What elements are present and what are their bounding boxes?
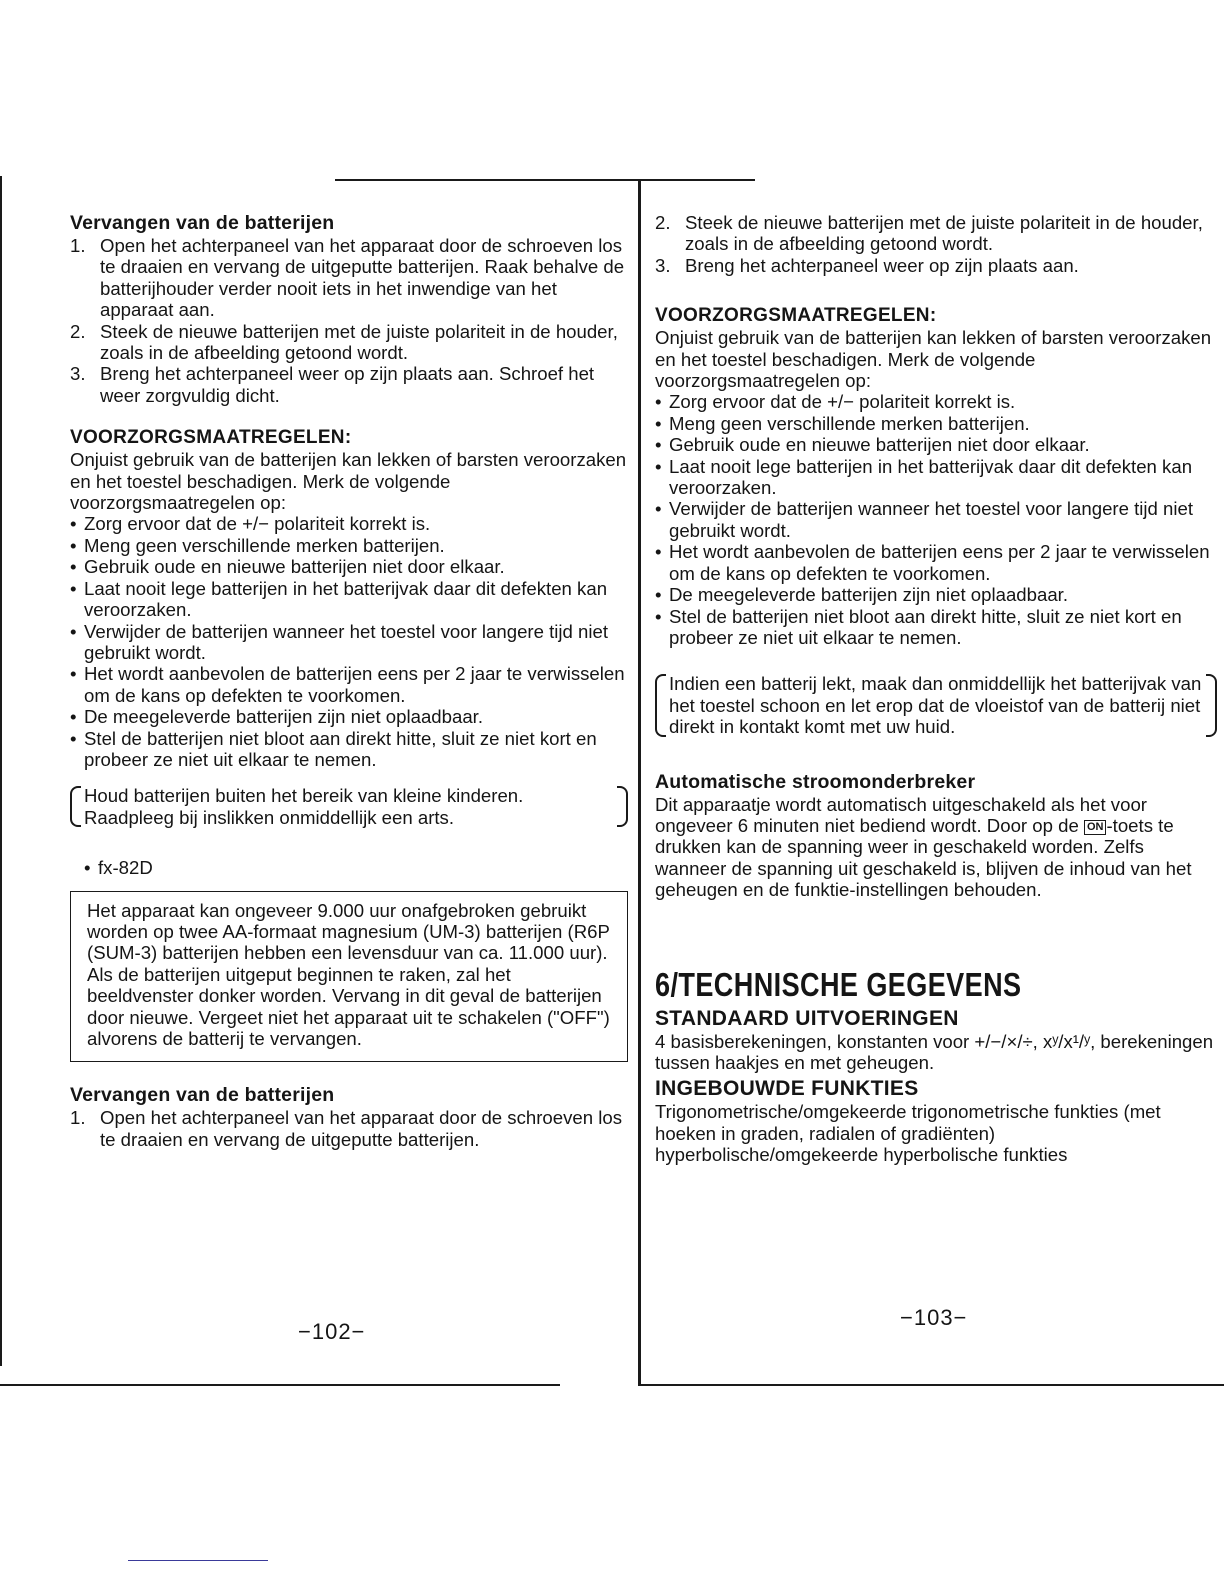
standard-features-text: 4 basisberekeningen, konstanten voor +/−/×/÷, xʸ/x¹/ʸ, berekeningen tussen haakjes en met geheugen. — [655, 1030, 1214, 1073]
standard-features-heading: STANDAARD UITVOERINGEN — [655, 1006, 959, 1030]
bottom-rule-left — [0, 1384, 560, 1386]
precautions-heading: VOORZORGSMAATREGELEN: — [70, 427, 352, 449]
precaution-item: • Gebruik oude en nieuwe batterijen niet door elkaar. — [655, 434, 1217, 455]
replace-step-3: 3. Breng het achterpaneel weer op zijn plaats aan. Schroef het weer zorgvuldig dicht. — [70, 363, 595, 406]
precaution-item: • Verwijder de batterijen wanneer het toestel voor langere tijd niet gebruikt wordt. — [70, 621, 628, 664]
page-number-right: −103− — [900, 1305, 968, 1330]
precaution-item: • Meng geen verschillende merken batterijen. — [70, 535, 628, 556]
replace-batteries-heading-2: Vervangen van de batterijen — [70, 1084, 335, 1107]
precaution-item: • Laat nooit lege batterijen in het batterijvak daar dit defekten kan veroorzaken. — [70, 578, 628, 621]
precaution-item: • Stel de batterijen niet bloot aan direkt hitte, sluit ze niet kort en probeer ze niet uit elkaar te nemen. — [70, 728, 628, 771]
replace-step-1: 1. Open het achterpaneel van het apparaat door de schroeven los te draaien en vervang de uitgeputte batterijen. Raak behalve de batterijhouder verder nooit iets in het inwendige van het apparaat aan. — [70, 235, 625, 321]
replace-step-2: 2. Steek de nieuwe batterijen met de juiste polariteit in de houder, zoals in de afbeelding getoond wordt. — [70, 320, 618, 364]
bottom-rule-right — [640, 1384, 1224, 1386]
precautions-heading-right: VOORZORGSMAATREGELEN: — [655, 305, 937, 327]
footer-underline — [128, 1560, 268, 1561]
section-title: 6/TECHNISCHE GEGEVENS — [655, 965, 1022, 1003]
leak-warning-note: Indien een batterij lekt, maak dan onmiddellijk het batterijvak van het toestel schoon en let erop dat de vloeistof van de batterij niet direkt in kontakt komt met uw huid. — [655, 672, 1217, 738]
model-battery-box: Het apparaat kan ongeveer 9.000 uur onafgebroken gebruikt worden op twee AA-formaat magnesium (UM-3) batterijen (R6P (SUM-3) batterijen hebben een levensduur van ca. 11.000 uur). Als de batterijen uitgeput beginnen te raken, zal het beeldvenster donker worden. Vervang in dit geval de batterijen door nieuwe. Vergeet niet het apparaat uit te schakelen ("OFF") alvorens de batterij te vervangen. — [70, 891, 628, 1063]
precaution-item: • Het wordt aanbevolen de batterijen eens per 2 jaar te verwisselen om de kans op defekten te voorkomen. — [70, 663, 628, 706]
right-page — [655, 212, 1217, 1166]
page-number-left: −102− — [298, 1319, 366, 1344]
replace-steps — [70, 235, 628, 406]
precaution-item: • De meegeleverde batterijen zijn niet oplaadbaar. — [655, 584, 1217, 605]
top-rule — [335, 179, 755, 181]
precaution-item: • Verwijder de batterijen wanneer het toestel voor langere tijd niet gebruikt wordt. — [655, 498, 1217, 541]
builtin-functions-heading: INGEBOUWDE FUNKTIES — [655, 1077, 919, 1101]
precaution-item: • Zorg ervoor dat de +/− polariteit korrekt is. — [70, 513, 628, 534]
precaution-item: • Meng geen verschillende merken batterijen. — [655, 413, 1217, 434]
right-step-3: 3. Breng het achterpaneel weer op zijn plaats aan. — [655, 254, 1079, 276]
on-key-icon: ON — [1084, 820, 1107, 835]
precautions-intro-right: Onjuist gebruik van de batterijen kan lekken of barsten veroorzaken en het toestel beschadigen. Merk de volgende voorzorgsmaatregelen op: — [655, 327, 1212, 392]
right-step-2: 2. Steek de nieuwe batterijen met de juiste polariteit in de houder, zoals in de afbeelding getoond wordt. — [655, 212, 1203, 255]
replace2-steps — [70, 1107, 628, 1150]
auto-power-off-text: Dit apparaatje wordt automatisch uitgeschakeld als het voor ongeveer 6 minuten niet bediend wordt. Door op de ON -toets te drukken kan de spanning weer in geschakeld worden. Zelfs wanneer de spanning uit geschakeld is, blijven de inhoud van het geheugen en de funktie-instellingen behouden. — [655, 793, 1192, 901]
precaution-item: • Zorg ervoor dat de +/− polariteit korrekt is. — [655, 391, 1217, 412]
precautions-list — [70, 513, 628, 770]
left-margin-line — [0, 176, 2, 1366]
center-divider — [638, 181, 641, 1386]
builtin-functions-text: Trigonometrische/omgekeerde trigonometrische funkties (met hoeken in graden, radialen of gradiënten) hyperbolische/omgekeerde hyperbolische funkties — [655, 1101, 1161, 1166]
precautions-intro: Onjuist gebruik van de batterijen kan lekken of barsten veroorzaken en het toestel beschadigen. Merk de volgende voorzorgsmaatregelen op: — [70, 449, 627, 514]
model-label: • fx-82D — [70, 857, 628, 878]
left-page — [70, 212, 628, 1150]
replace-batteries-heading: Vervangen van de batterijen — [70, 212, 335, 234]
precaution-item: • Stel de batterijen niet bloot aan direkt hitte, sluit ze niet kort en probeer ze niet uit elkaar te nemen. — [655, 606, 1217, 649]
precaution-item: • Het wordt aanbevolen de batterijen eens per 2 jaar te verwisselen om de kans op defekten te voorkomen. — [655, 541, 1217, 584]
precautions-list-right — [655, 391, 1217, 648]
precaution-item: • Gebruik oude en nieuwe batterijen niet door elkaar. — [70, 556, 628, 577]
right-steps — [655, 212, 1217, 276]
replace2-step-1: 1. Open het achterpaneel van het apparaat door de schroeven los te draaien en vervang de uitgeputte batterijen. — [70, 1107, 623, 1150]
precaution-item: • Laat nooit lege batterijen in het batterijvak daar dit defekten kan veroorzaken. — [655, 456, 1217, 499]
precaution-item: • De meegeleverde batterijen zijn niet oplaadbaar. — [70, 706, 628, 727]
children-warning-note: Houd batterijen buiten het bereik van kleine kinderen. Raadpleeg bij inslikken onmiddellijk een arts. — [70, 784, 628, 829]
auto-power-off-heading: Automatische stroomonderbreker — [655, 770, 976, 793]
